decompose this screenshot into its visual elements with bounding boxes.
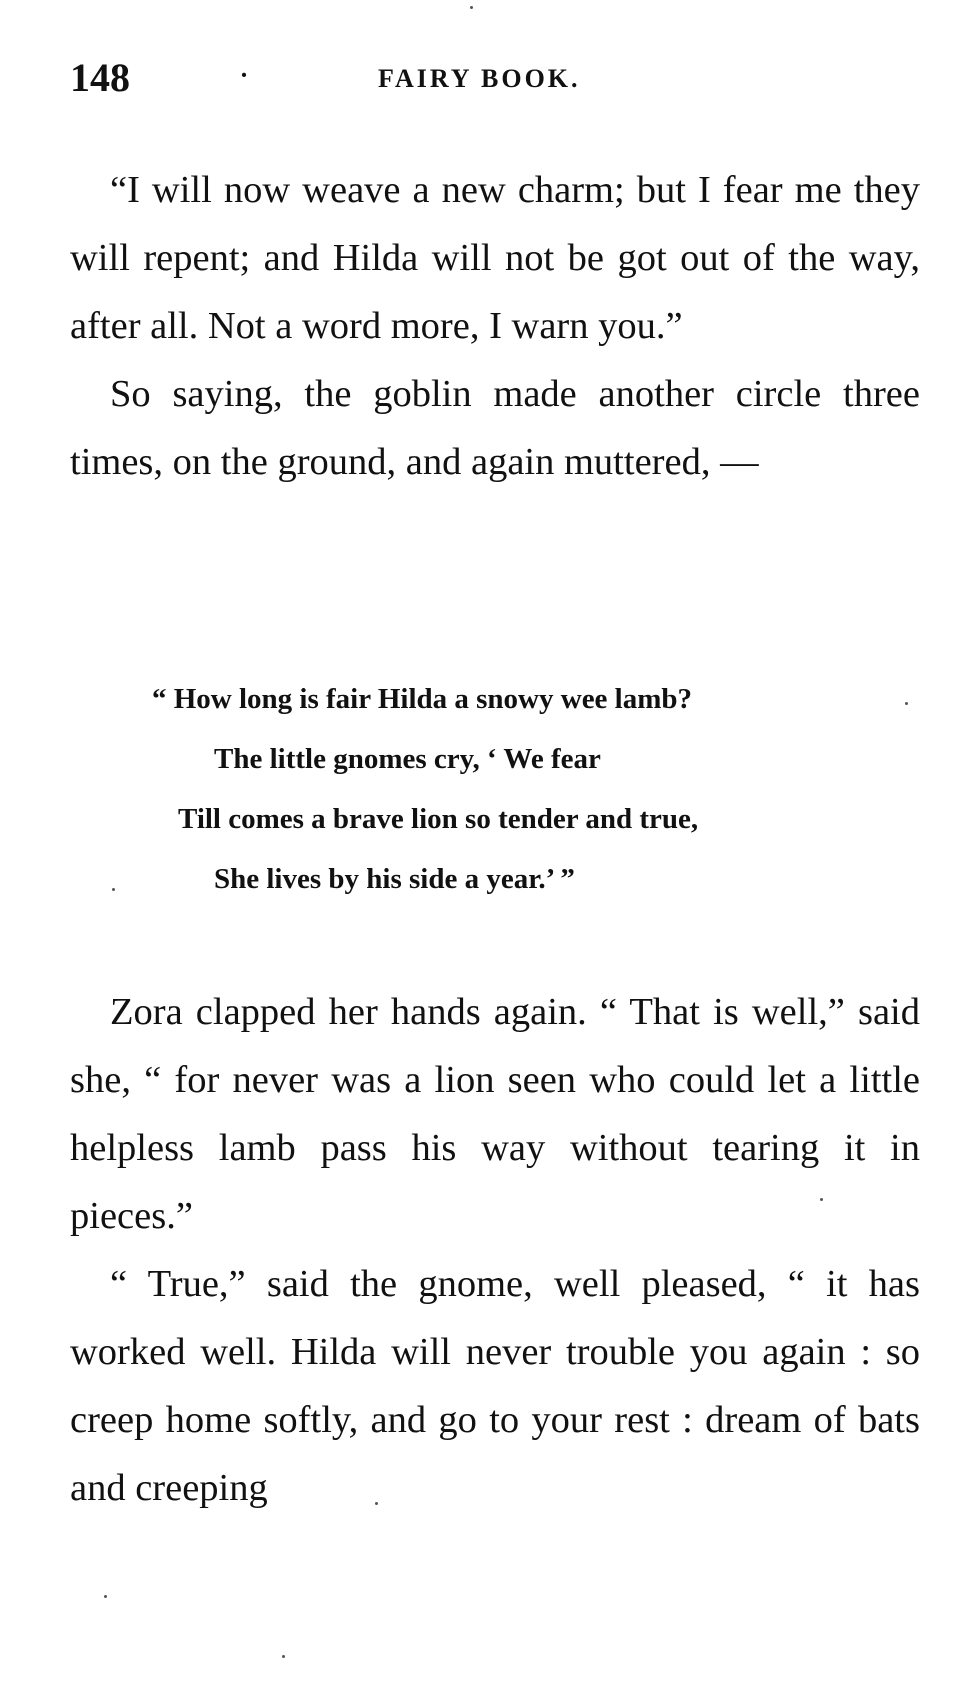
verse-line: Till comes a brave lion so tender and true,	[178, 803, 699, 835]
verse-line: She lives by his side a year.’ ”	[214, 863, 575, 895]
paragraph: “I will now weave a new charm; but I fear me they will repent; and Hilda will not be got out of the way, after all. Not a word more, I warn you.”	[70, 169, 920, 347]
paragraph: “ True,” said the gnome, well pleased, “ it has worked well. Hilda will never trouble you again : so creep home softly, and go to your rest : dream of bats and creeping	[70, 1263, 920, 1509]
paper-speck	[282, 1655, 285, 1658]
paragraph: Zora clapped her hands again. “ That is well,” said she, “ for never was a lion seen who could let a little helpless lamb pass his way without tearing it in pieces.”	[70, 991, 920, 1237]
paper-speck	[820, 1198, 823, 1201]
text-block-top	[70, 156, 920, 496]
paper-speck	[375, 1502, 378, 1505]
running-title: FAIRY BOOK.	[378, 64, 581, 93]
paper-speck	[470, 6, 473, 9]
verse-line: The little gnomes cry, ‘ We fear	[214, 743, 601, 775]
paper-speck	[104, 1595, 107, 1598]
paper-speck	[905, 702, 908, 705]
paragraph: So saying, the goblin made another circle three times, on the ground, and again muttered, —	[70, 373, 920, 483]
paper-speck	[112, 888, 115, 891]
header-separator: ·	[238, 55, 250, 95]
page-header	[0, 46, 972, 106]
text-block-bottom	[70, 978, 920, 1522]
page-number: 148	[70, 55, 130, 100]
verse-line: “ How long is fair Hilda a snowy wee lamb?	[152, 683, 693, 715]
